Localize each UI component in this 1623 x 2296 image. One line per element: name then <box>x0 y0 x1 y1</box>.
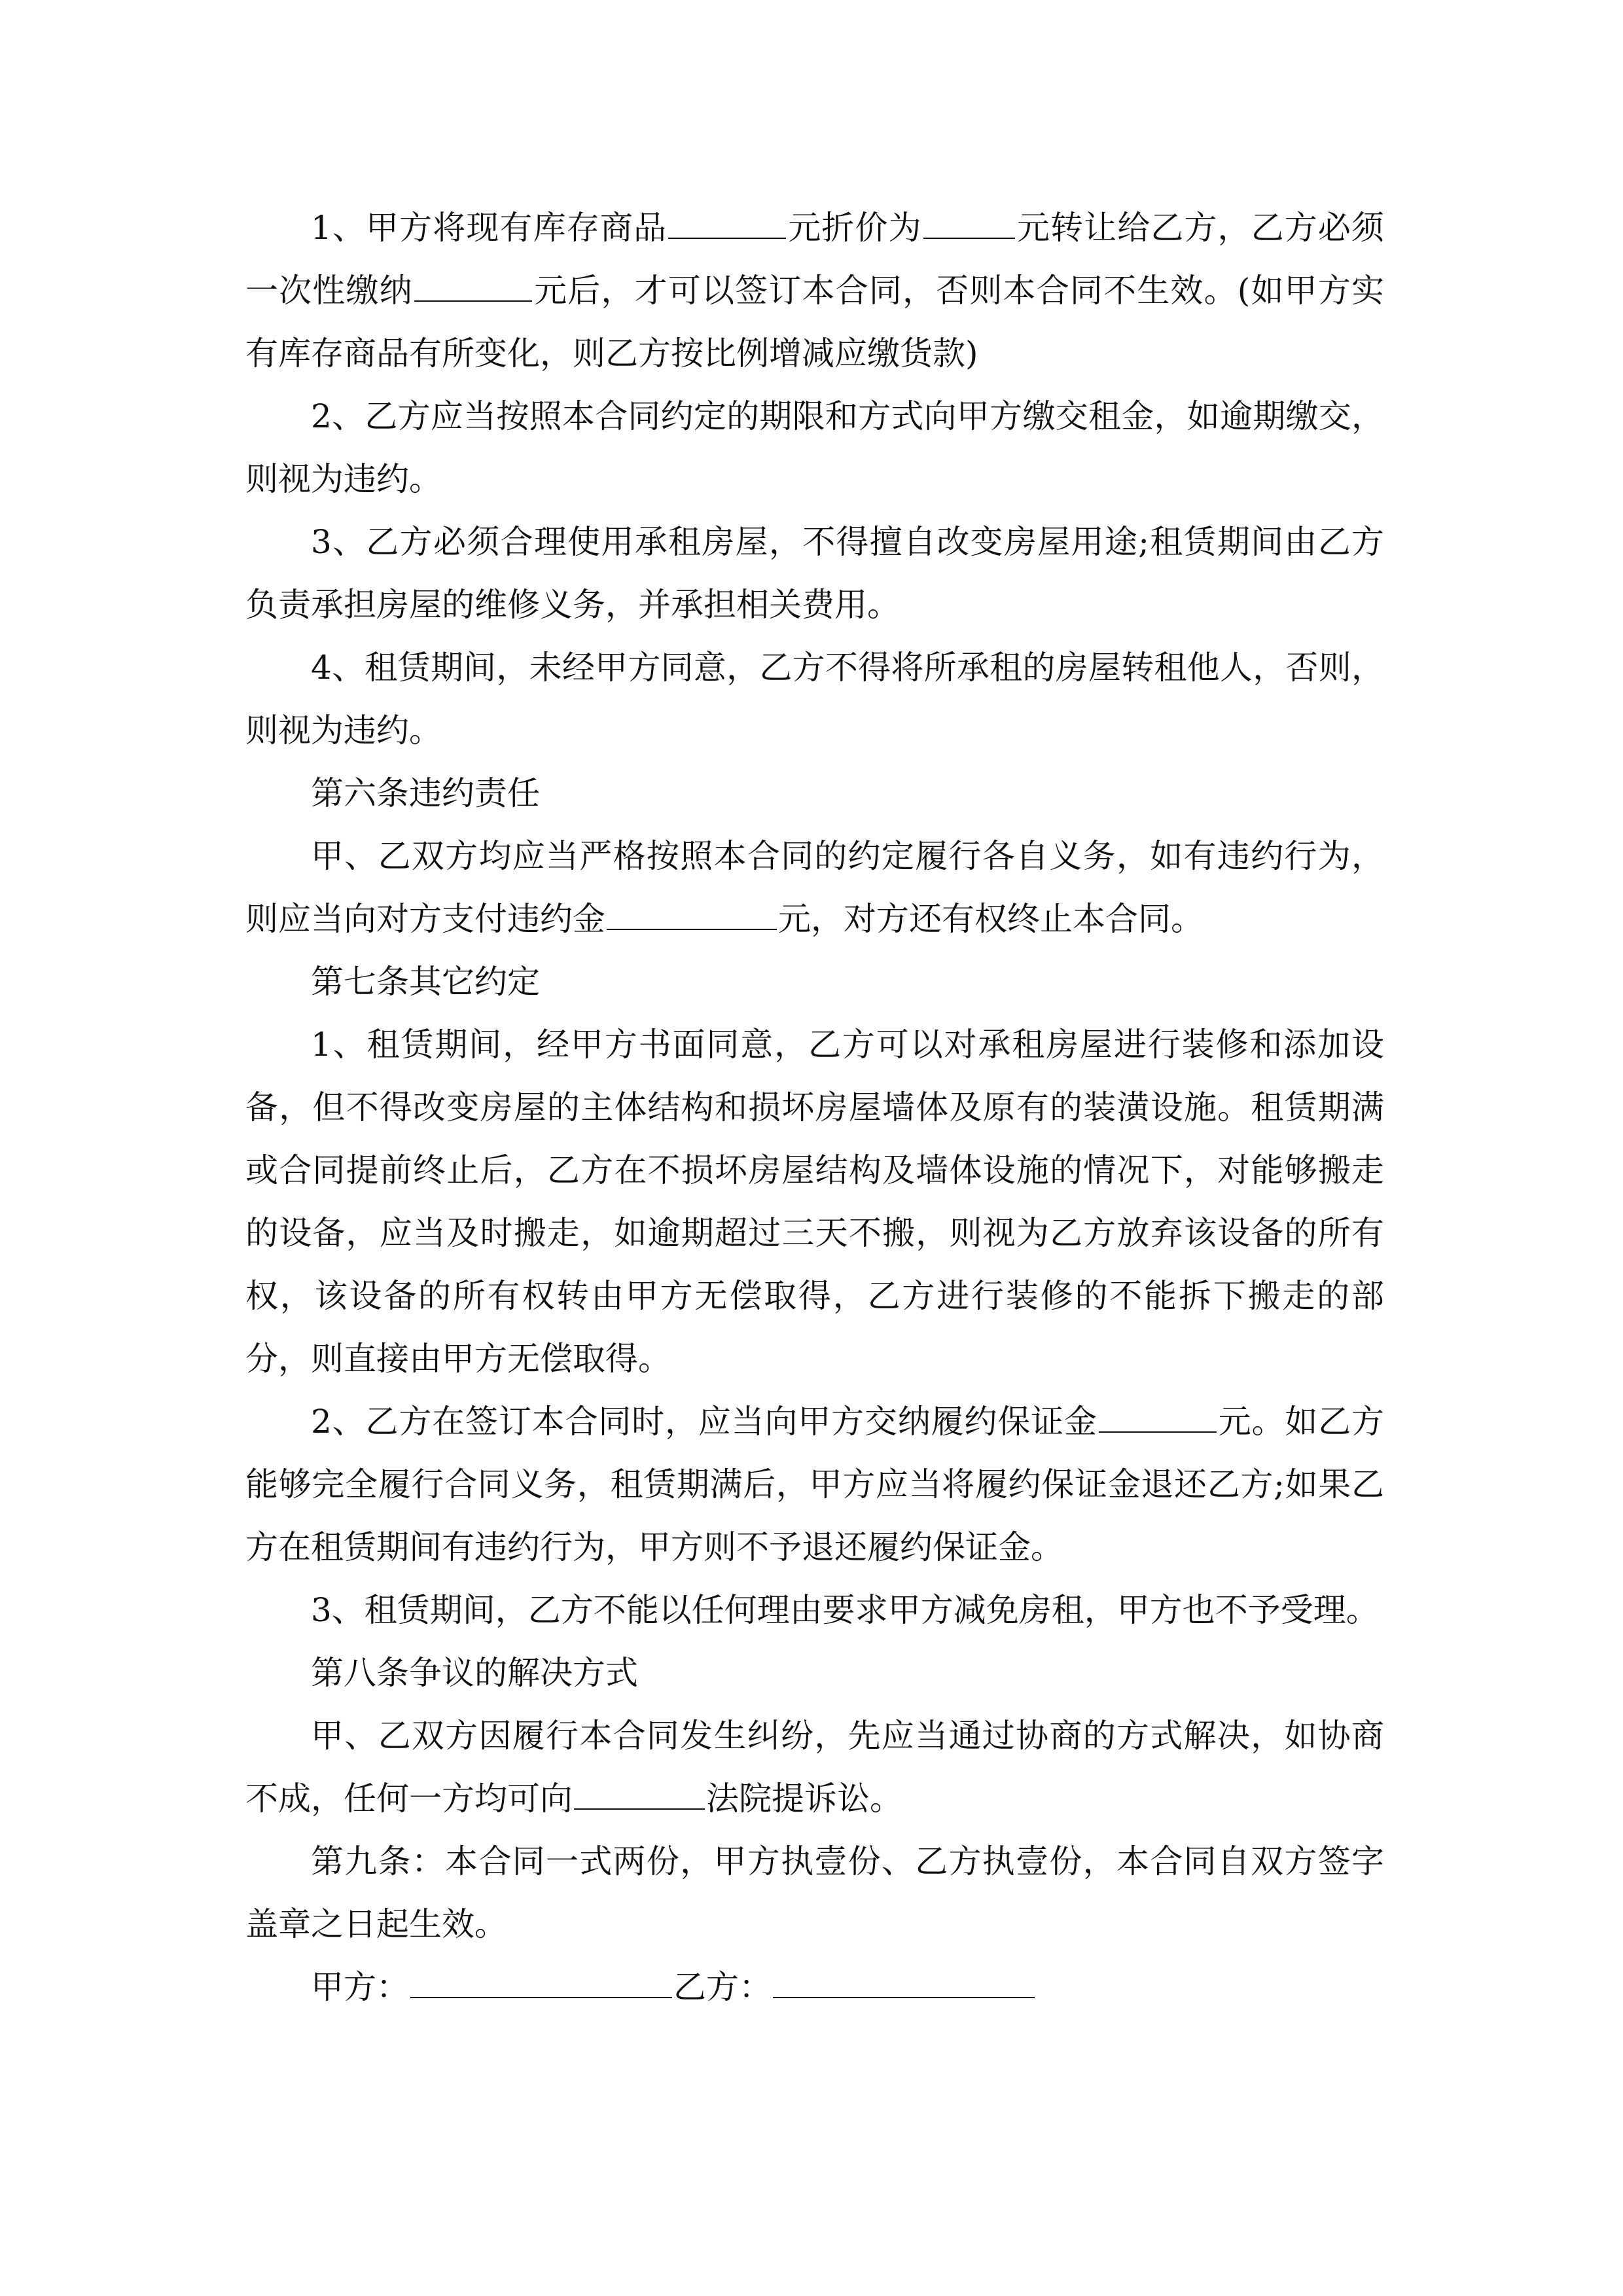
clause-1-text-c: 元转让给乙方，乙方必须一次性缴纳 <box>245 209 1385 310</box>
article-8-heading: 第八条争议的解决方式 <box>311 1654 638 1692</box>
article-7-heading: 第七条其它约定 <box>311 963 540 1001</box>
contract-page <box>245 196 1384 2018</box>
party-a-signature-blank <box>410 1958 672 1998</box>
article-6-text-a: 甲、乙双方均应当严格按照本合同的约定履行各自义务，如有违约行为，则应当向对方支付违约金 <box>245 837 1384 938</box>
article-8-text-a: 甲、乙双方因履行本合同发生纠纷，先应当通过协商的方式解决，如协商不成，任何一方均可向 <box>245 1717 1384 1818</box>
article-6-text-b: 元，对方还有权终止本合同。 <box>778 900 1204 938</box>
article-7-clause-3: 3、租赁期间，乙方不能以任何理由要求甲方减免房租，甲方也不予受理。 <box>311 1591 1379 1629</box>
party-b-label: 乙方： <box>673 1968 772 2006</box>
blank-deposit-amount <box>1099 1392 1217 1433</box>
blank-inventory-value <box>668 198 786 239</box>
party-a-label: 甲方： <box>311 1968 409 2006</box>
blank-penalty-amount <box>607 889 777 930</box>
article-8-text-b: 法院提诉讼。 <box>706 1780 902 1818</box>
signature-line <box>245 1956 1384 2018</box>
blank-court-name <box>574 1769 705 1810</box>
blank-discount-price <box>923 198 1015 239</box>
clause-4: 4、租赁期间，未经甲方同意，乙方不得将所承租的房屋转租他人，否则，则视为违约。 <box>245 649 1384 749</box>
clause-1-text-a: 1、甲方将现有库存商品 <box>311 209 668 247</box>
article-7-clause-2-text-a: 2、乙方在签订本合同时，应当向甲方交纳履约保证金 <box>311 1403 1097 1441</box>
blank-lump-sum-payment <box>414 261 532 302</box>
clause-1 <box>245 196 1384 385</box>
article-6-text <box>245 825 1384 950</box>
article-7-clause-2 <box>245 1390 1384 1579</box>
article-7-clause-2-text-b: 元。如乙方能够完全履行合同义务，租赁期满后，甲方应当将履约保证金退还乙方;如果乙方在租赁期间有违约行为，甲方则不予退还履约保证金。 <box>245 1403 1384 1566</box>
clause-1-text-b: 元折价为 <box>787 209 922 247</box>
article-6-heading: 第六条违约责任 <box>311 774 540 812</box>
article-9-text: 第九条：本合同一式两份，甲方执壹份、乙方执壹份，本合同自双方签字盖章之日起生效。 <box>245 1842 1384 1943</box>
clause-1-text-d: 元后，才可以签订本合同，否则本合同不生效。(如甲方实有库存商品有所变化，则乙方按比例增减应缴货款) <box>245 272 1384 372</box>
clause-3: 3、乙方必须合理使用承租房屋，不得擅自改变房屋用途;租赁期间由乙方负责承担房屋的维修义务，并承担相关费用。 <box>245 523 1384 624</box>
clause-2: 2、乙方应当按照本合同约定的期限和方式向甲方缴交租金，如逾期缴交，则视为违约。 <box>245 397 1384 498</box>
article-7-clause-1: 1、租赁期间，经甲方书面同意，乙方可以对承租房屋进行装修和添加设备，但不得改变房屋的主体结构和损坏房屋墙体及原有的装潢设施。租赁期满或合同提前终止后，乙方在不损坏房屋结构及墙体设施的情况下，对能够搬走的设备，应当及时搬走，如逾期超过三天不搬，则视为乙方放弃该设备的所有权，该设备的所有权转由甲方无偿取得，乙方进行装修的不能拆下搬走的部分，则直接由甲方无偿取得。 <box>245 1026 1384 1378</box>
article-8-text <box>245 1704 1384 1830</box>
party-b-signature-blank <box>773 1958 1035 1998</box>
